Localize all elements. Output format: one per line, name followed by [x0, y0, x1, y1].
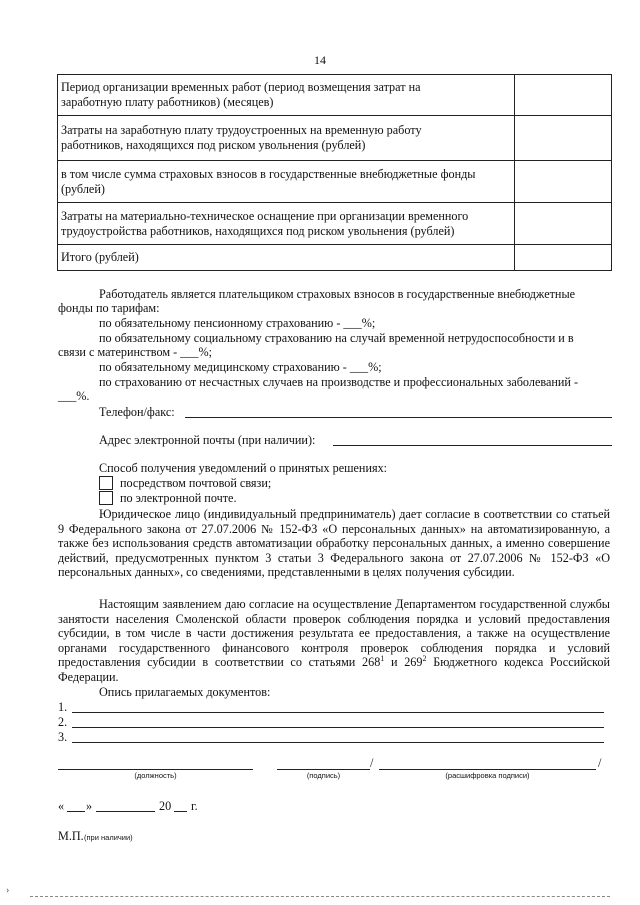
position-caption: (должность): [134, 771, 177, 780]
signature-caption: (подпись): [306, 771, 341, 780]
email-option-label: по электронной почте.: [120, 491, 237, 505]
table-cell-label: Затраты на заработную плату трудоустроенных на временную работу работников, находящихся под риском увольнения (рублей): [58, 116, 515, 161]
cost-table: [57, 74, 612, 271]
table-row: [58, 75, 612, 116]
table-cell-value[interactable]: [515, 161, 612, 203]
table-cell-label: Итого (рублей): [58, 245, 515, 271]
date-year-field[interactable]: [174, 811, 187, 812]
table-cell-label: Период организации временных работ (период возмещения затрат на заработную плату работников) (месяцев): [58, 75, 515, 116]
page-number: 14: [314, 53, 326, 67]
mail-checkbox[interactable]: [99, 476, 113, 490]
document-item-field[interactable]: [72, 727, 604, 728]
signature-slash: /: [370, 756, 374, 770]
date-close-quote: »: [86, 799, 93, 813]
date-month-field[interactable]: [96, 811, 155, 812]
document-item-field[interactable]: [72, 742, 604, 743]
decoding-caption: (расшифровка подписи): [445, 771, 530, 780]
document-item-number: 1.: [58, 700, 68, 714]
date-open-quote: «: [58, 799, 65, 813]
date-day-field[interactable]: [67, 811, 85, 812]
mail-option-label: посредством почтовой связи;: [120, 476, 272, 490]
table-row: [58, 116, 612, 161]
table-cell-label: Затраты на материально-техническое оснащение при организации временного трудоустройства работников, находящихся под риском увольнения (рублей): [58, 203, 515, 245]
table-cell-value[interactable]: [515, 245, 612, 271]
table-cell-value[interactable]: [515, 75, 612, 116]
accident-rate-cont: ___%.: [58, 389, 90, 403]
email-checkbox[interactable]: [99, 491, 113, 505]
notification-heading: Способ получения уведомлений о принятых решениях:: [99, 461, 388, 475]
checks-consent: Настоящим заявлением даю согласие на осуществление Департаментом государственной службы занятости населения Смоленской области проверок соблюдения порядка и условий предоставления субсидии, в том числе в части достижения результата ее предоставления, а также на осуществление органами государственного финансового контроля проверок соблюдения порядка и условий предоставления субсидии в соответствии со статьями $268^1$ и $269^2$ Бюджетного кодекса Российской Федерации.: [58, 597, 611, 684]
insurance-intro: Работодатель является плательщиком страховых взносов в государственные внебюджетные: [99, 287, 576, 301]
stamp-note: (при наличии): [84, 833, 133, 842]
table-cell-value[interactable]: [515, 116, 612, 161]
date-year-prefix: 20: [159, 799, 172, 813]
table-row: [58, 203, 612, 245]
document-item-number: 2.: [58, 715, 68, 729]
personal-data-consent: Юридическое лицо (индивидуальный предприниматель) дает согласие в соответствии со статьей 9 Федерального закона от 27.07.2006 № 152-ФЗ «О персональных данных» на автоматизированную, а также без использования средств автоматизации обработку персональных данных, а именно совершение действий, предусмотренных пунктом 3 статьи 3 Федерального закона от 27.07.2006 № 152-ФЗ «О персональных данных», со сведениями, представленными в целях получения субсидии.: [58, 507, 611, 579]
date-year-suffix: г.: [191, 799, 198, 813]
phone-label: Телефон/факс:: [99, 405, 175, 419]
scan-edge: [30, 896, 610, 897]
insurance-intro-cont: фонды по тарифам:: [58, 301, 160, 315]
pension-rate: по обязательному пенсионному страхованию - ___%;: [99, 316, 376, 330]
phone-field[interactable]: [185, 417, 612, 418]
document-item-number: 3.: [58, 730, 68, 744]
table-row: [58, 245, 612, 271]
table-row: [58, 161, 612, 203]
social-rate: по обязательному социальному страхованию на случай временной нетрудоспособности и в: [99, 331, 574, 345]
scan-mark: ›: [6, 885, 10, 896]
documents-heading: Опись прилагаемых документов:: [99, 685, 271, 699]
stamp-label: М.П.: [58, 829, 84, 843]
table-cell-label: в том числе сумма страховых взносов в государственные внебюджетные фонды (рублей): [58, 161, 515, 203]
medical-rate: по обязательному медицинскому страхованию - ___%;: [99, 360, 382, 374]
email-field[interactable]: [333, 445, 612, 446]
signature-slash: /: [598, 756, 602, 770]
decoding-field[interactable]: [379, 769, 596, 770]
position-field[interactable]: [58, 769, 253, 770]
signature-field[interactable]: [277, 769, 370, 770]
document-item-field[interactable]: [72, 712, 604, 713]
social-rate-cont: связи с материнством - ___%;: [58, 345, 212, 359]
email-label: Адрес электронной почты (при наличии):: [99, 433, 316, 447]
table-cell-value[interactable]: [515, 203, 612, 245]
accident-rate: по страхованию от несчастных случаев на производстве и профессиональных заболеваний -: [99, 375, 579, 389]
